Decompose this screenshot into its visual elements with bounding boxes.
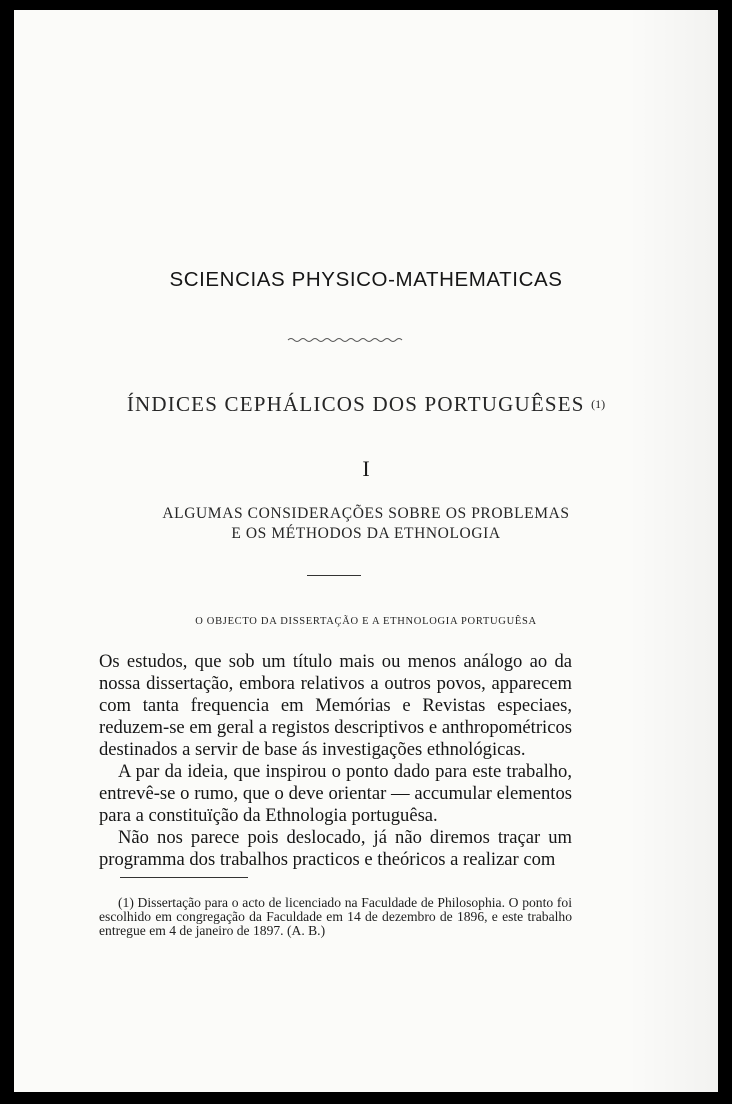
paragraph-3: Não nos parece pois deslocado, já não diremos traçar um programma dos trabalhos practicos e theóricos a realizar com — [99, 827, 572, 870]
footnote: (1) Dissertação para o acto de licenciado na Faculdade de Philosophia. O ponto foi escolhido em congregação da Faculdade em 14 de dezembro de 1896, e este trabalho entregue em 4 de janeiro de 1897. (A. B.) — [99, 895, 572, 938]
paragraph-1: Os estudos, que sob um título mais ou menos análogo ao da nossa dissertação, embora relativos a outros povos, apparecem com tanta frequencia em Memórias e Revistas especiaes, reduzem-se em geral a registos descriptivos e anthropométricos destinados a servir de base ás investigações ethnológicas. — [99, 651, 572, 760]
chapter-number: I — [362, 456, 370, 481]
chapter-subtitle — [14, 504, 718, 544]
section-heading: SCIENCIAS PHYSICO-MATHEMATICAS — [169, 268, 563, 291]
subtitle-line-1: ALGUMAS CONSIDERAÇÕES SOBRE OS PROBLEMAS — [162, 505, 570, 522]
subtitle-line-2: E OS MÉTHODOS DA ETHNOLOGIA — [231, 525, 501, 542]
body-text — [99, 651, 572, 871]
footnote-rule — [120, 877, 248, 878]
title-note-ref: (1) — [591, 397, 606, 411]
wavy-ornament — [286, 336, 406, 344]
document-page — [14, 10, 718, 1092]
article-title — [14, 392, 718, 417]
paragraph-2: A par da ideia, que inspirou o ponto dado para este trabalho, entrevê-se o rumo, que o deve orientar — accumular elementos para a constituïção da Ethnologia portuguêsa. — [99, 761, 572, 826]
divider-rule — [307, 575, 361, 576]
paper-shading — [628, 10, 718, 1092]
title-text: ÍNDICES CEPHÁLICOS DOS PORTUGUÊSES — [126, 392, 585, 416]
subheading: O OBJECTO DA DISSERTAÇÃO E A ETHNOLOGIA PORTUGUÊSA — [195, 616, 537, 627]
